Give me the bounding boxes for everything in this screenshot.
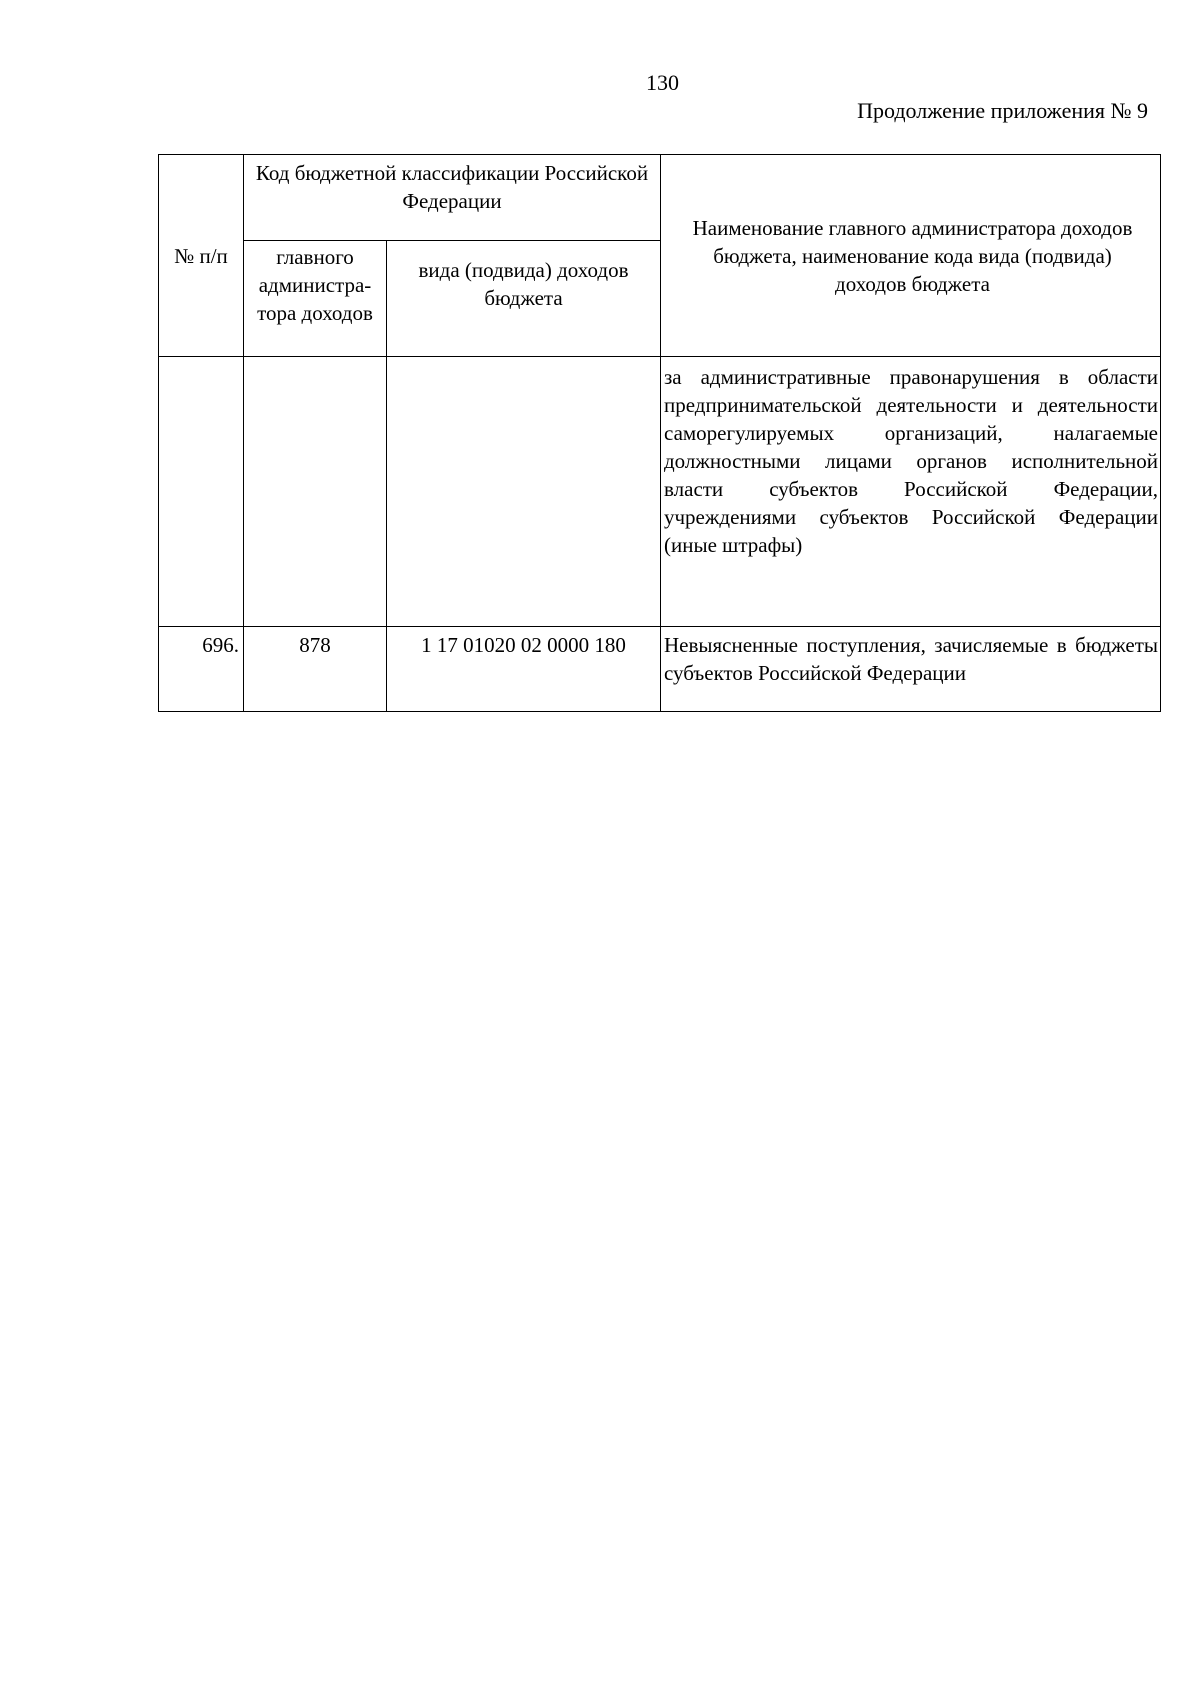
budget-classification-table xyxy=(158,154,1161,712)
header-main-administrator: главного администра-тора доходов xyxy=(244,241,387,357)
income-type-code xyxy=(387,357,661,627)
income-name: Невыясненные поступления, зачисляемые в бюджеты субъектов Российской Федерации xyxy=(661,627,1161,712)
header-budget-classification-code: Код бюджетной классификации Российской Федерации xyxy=(244,155,661,241)
table-row xyxy=(159,357,1161,627)
table-header-row xyxy=(159,155,1161,241)
header-administrator-name: Наименование главного администратора доходов бюджета, наименование кода вида (подвида) доходов бюджета xyxy=(661,155,1161,357)
income-name: за административные правонарушения в области предпринимательской деятельности и деятельности саморегулируемых организаций, налагаемые должностными лицами органов исполнительной власти субъектов Российской Федерации, учреждениями субъектов Российской Федерации (иные штрафы) xyxy=(661,357,1161,627)
header-income-type: вида (подвида) доходов бюджета xyxy=(387,241,661,357)
row-number: 696. xyxy=(159,627,244,712)
header-row-number: № п/п xyxy=(159,155,244,357)
row-number xyxy=(159,357,244,627)
table-row xyxy=(159,627,1161,712)
administrator-code xyxy=(244,357,387,627)
income-type-code: 1 17 01020 02 0000 180 xyxy=(387,627,661,712)
administrator-code: 878 xyxy=(244,627,387,712)
page-number: 130 xyxy=(646,70,679,95)
appendix-continuation-label: Продолжение приложения № 9 xyxy=(857,98,1148,123)
